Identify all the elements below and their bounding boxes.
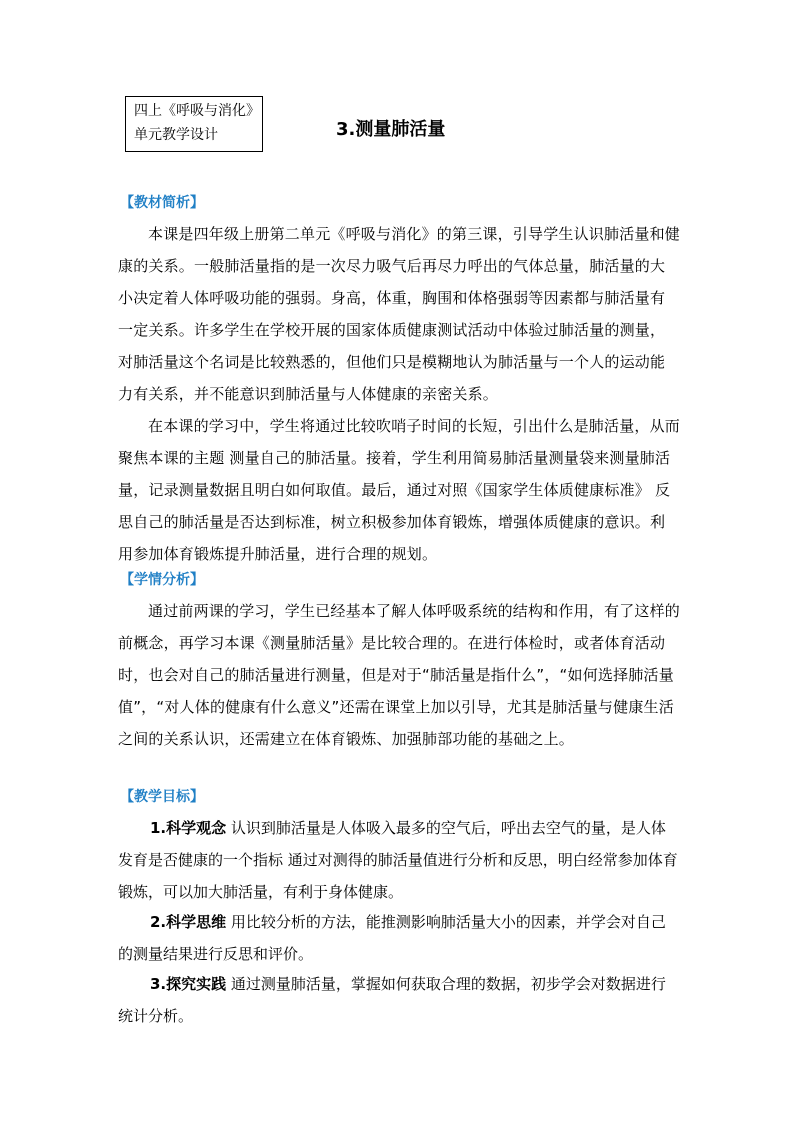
unit-name: 四上《呼吸与消化》	[134, 103, 260, 119]
goal-text-1: 认识到肺活量是人体吸入最多的空气后，呼出去空气的量，是人体发育是否健康的一个指标 通过对测得的肺活量值进行分析和反思，明白经常参加体育锻炼，可以加大肺活量，有利于身体健康。	[118, 819, 678, 901]
material-paragraph-2: 在本课的学习中，学生将通过比较吹哨子时间的长短，引出什么是肺活量，从而聚焦本课的主题 测量自己的肺活量。接着，学生利用简易肺活量测量袋来测量肺活量，记录测量数据且明白如何取值。最后，通过对照《国家学生体质健康标准》 反思自己的肺活量是否达到标准，树立积极参加体育锻炼，增强体质健康的意识。利用参加体育锻炼提升肺活量，进行合理的规划。	[118, 417, 681, 563]
goal-item-1	[118, 812, 680, 908]
goal-text-2: 用比较分析的方法，能推测影响肺活量大小的因素，并学会对自己的测量结果进行反思和评价。	[118, 913, 666, 963]
student-paragraph: 通过前两课的学习，学生已经基本了解人体呼吸系统的结构和作用，有了这样的前概念，再学习本课《测量肺活量》是比较合理的。在进行体检时，或者体育活动时，也会对自己的肺活量进行测量，但是对于“肺活量是指什么”，“如何选择肺活量值”，“对人体的健康有什么意义”还需在课堂上加以引导，尤其是肺活量与健康生活之间的关系认识，还需建立在体育锻炼、加强肺部功能的基础之上。	[118, 602, 681, 748]
section-heading-student: 【学情分析】	[120, 572, 204, 588]
goal-text-3: 通过测量肺活量，掌握如何获取合理的数据，初步学会对数据进行统计分析。	[118, 975, 666, 1025]
goal-item-2	[118, 906, 680, 970]
goal-label-1: 1.科学观念	[150, 819, 227, 837]
goal-label-2: 2.科学思维	[150, 913, 227, 931]
section-heading-goals: 【教学目标】	[120, 789, 204, 805]
goal-label-3: 3.探究实践	[150, 975, 227, 993]
lesson-title: 3.测量肺活量	[336, 119, 446, 140]
unit-info-box	[125, 96, 263, 152]
goal-item-3	[118, 968, 680, 1032]
material-paragraph-1: 本课是四年级上册第二单元《呼吸与消化》的第三课，引导学生认识肺活量和健康的关系。一般肺活量指的是一次尽力吸气后再尽力呼出的气体总量，肺活量的大小决定着人体呼吸功能的强弱。身高，体重，胸围和体格强弱等因素都与肺活量有一定关系。许多学生在学校开展的国家体质健康测试活动中体验过肺活量的测量，对肺活量这个名词是比较熟悉的，但他们只是模糊地认为肺活量与一个人的运动能力有关系，并不能意识到肺活量与人体健康的亲密关系。	[118, 225, 681, 403]
section-heading-material: 【教材简析】	[120, 195, 204, 211]
unit-subtitle: 单元教学设计	[134, 127, 218, 143]
